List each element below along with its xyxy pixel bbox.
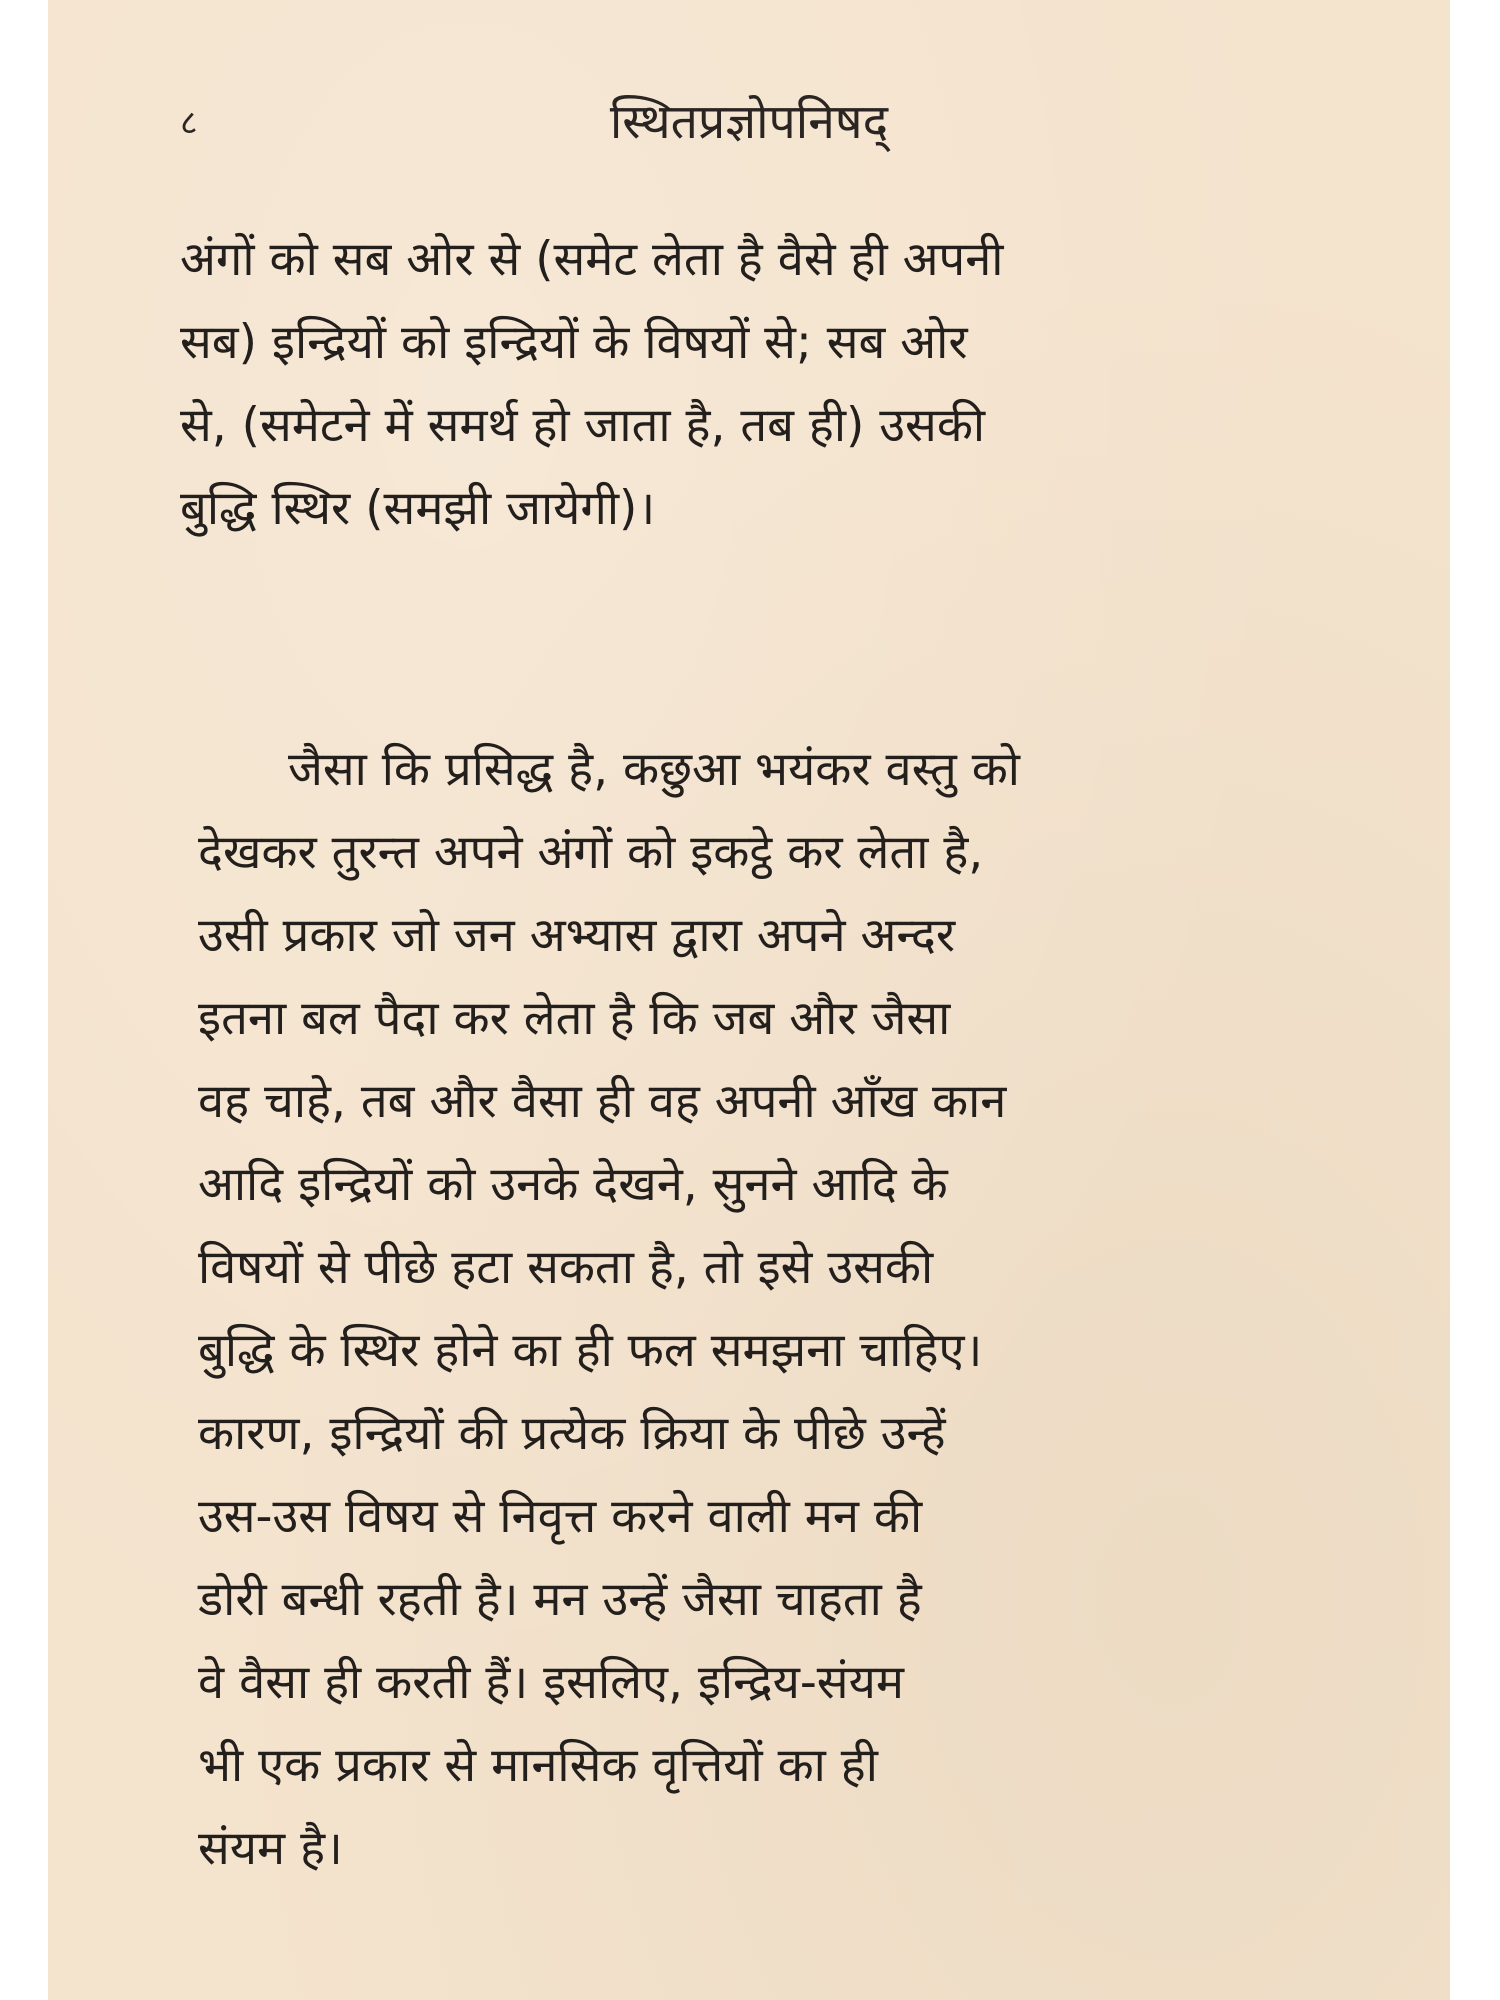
- text-line: वे वैसा ही करती हैं। इसलिए, इन्द्रिय-संयम: [198, 1655, 904, 1710]
- book-page: [48, 0, 1450, 2000]
- text-line: डोरी बन्धी रहती है। मन उन्हें जैसा चाहता है: [198, 1572, 922, 1627]
- paragraph-2: [198, 728, 1020, 1890]
- text-line: आदि इन्द्रियों को उनके देखने, सुनने आदि के: [198, 1157, 948, 1212]
- text-line: उसी प्रकार जो जन अभ्यास द्वारा अपने अन्दर: [198, 908, 956, 963]
- text-line: भी एक प्रकार से मानसिक वृत्तियों का ही: [198, 1738, 878, 1793]
- text-line: अंगों को सब ओर से (समेट लेता है वैसे ही अपनी: [180, 232, 1004, 287]
- text-line: विषयों से पीछे हटा सकता है, तो इसे उसकी: [198, 1240, 934, 1295]
- text-line: संयम है।: [198, 1821, 343, 1876]
- text-line: देखकर तुरन्त अपने अंगों को इकट्ठे कर लेता है,: [198, 825, 984, 880]
- text-line: सब) इन्द्रियों को इन्द्रियों के विषयों से; सब ओर: [180, 315, 968, 370]
- paragraph-1: [180, 218, 1003, 550]
- running-head: स्थितप्रज्ञोपनिषद्: [609, 94, 889, 150]
- text-line: से, (समेटने में समर्थ हो जाता है, तब ही) उसकी: [180, 398, 986, 453]
- text-line: इतना बल पैदा कर लेता है कि जब और जैसा: [198, 991, 951, 1046]
- text-line: कारण, इन्द्रियों की प्रत्येक क्रिया के पीछे उन्हें: [198, 1406, 946, 1461]
- text-line: बुद्धि के स्थिर होने का ही फल समझना चाहिए।: [198, 1323, 983, 1378]
- text-line: उस-उस विषय से निवृत्त करने वाली मन की: [198, 1489, 923, 1544]
- text-line: जैसा कि प्रसिद्ध है, कछुआ भयंकर वस्तु को: [288, 742, 1020, 797]
- page-number: ८: [180, 103, 198, 143]
- text-line: बुद्धि स्थिर (समझी जायेगी)।: [180, 481, 656, 536]
- text-line: वह चाहे, तब और वैसा ही वह अपनी आँख कान: [198, 1074, 1007, 1129]
